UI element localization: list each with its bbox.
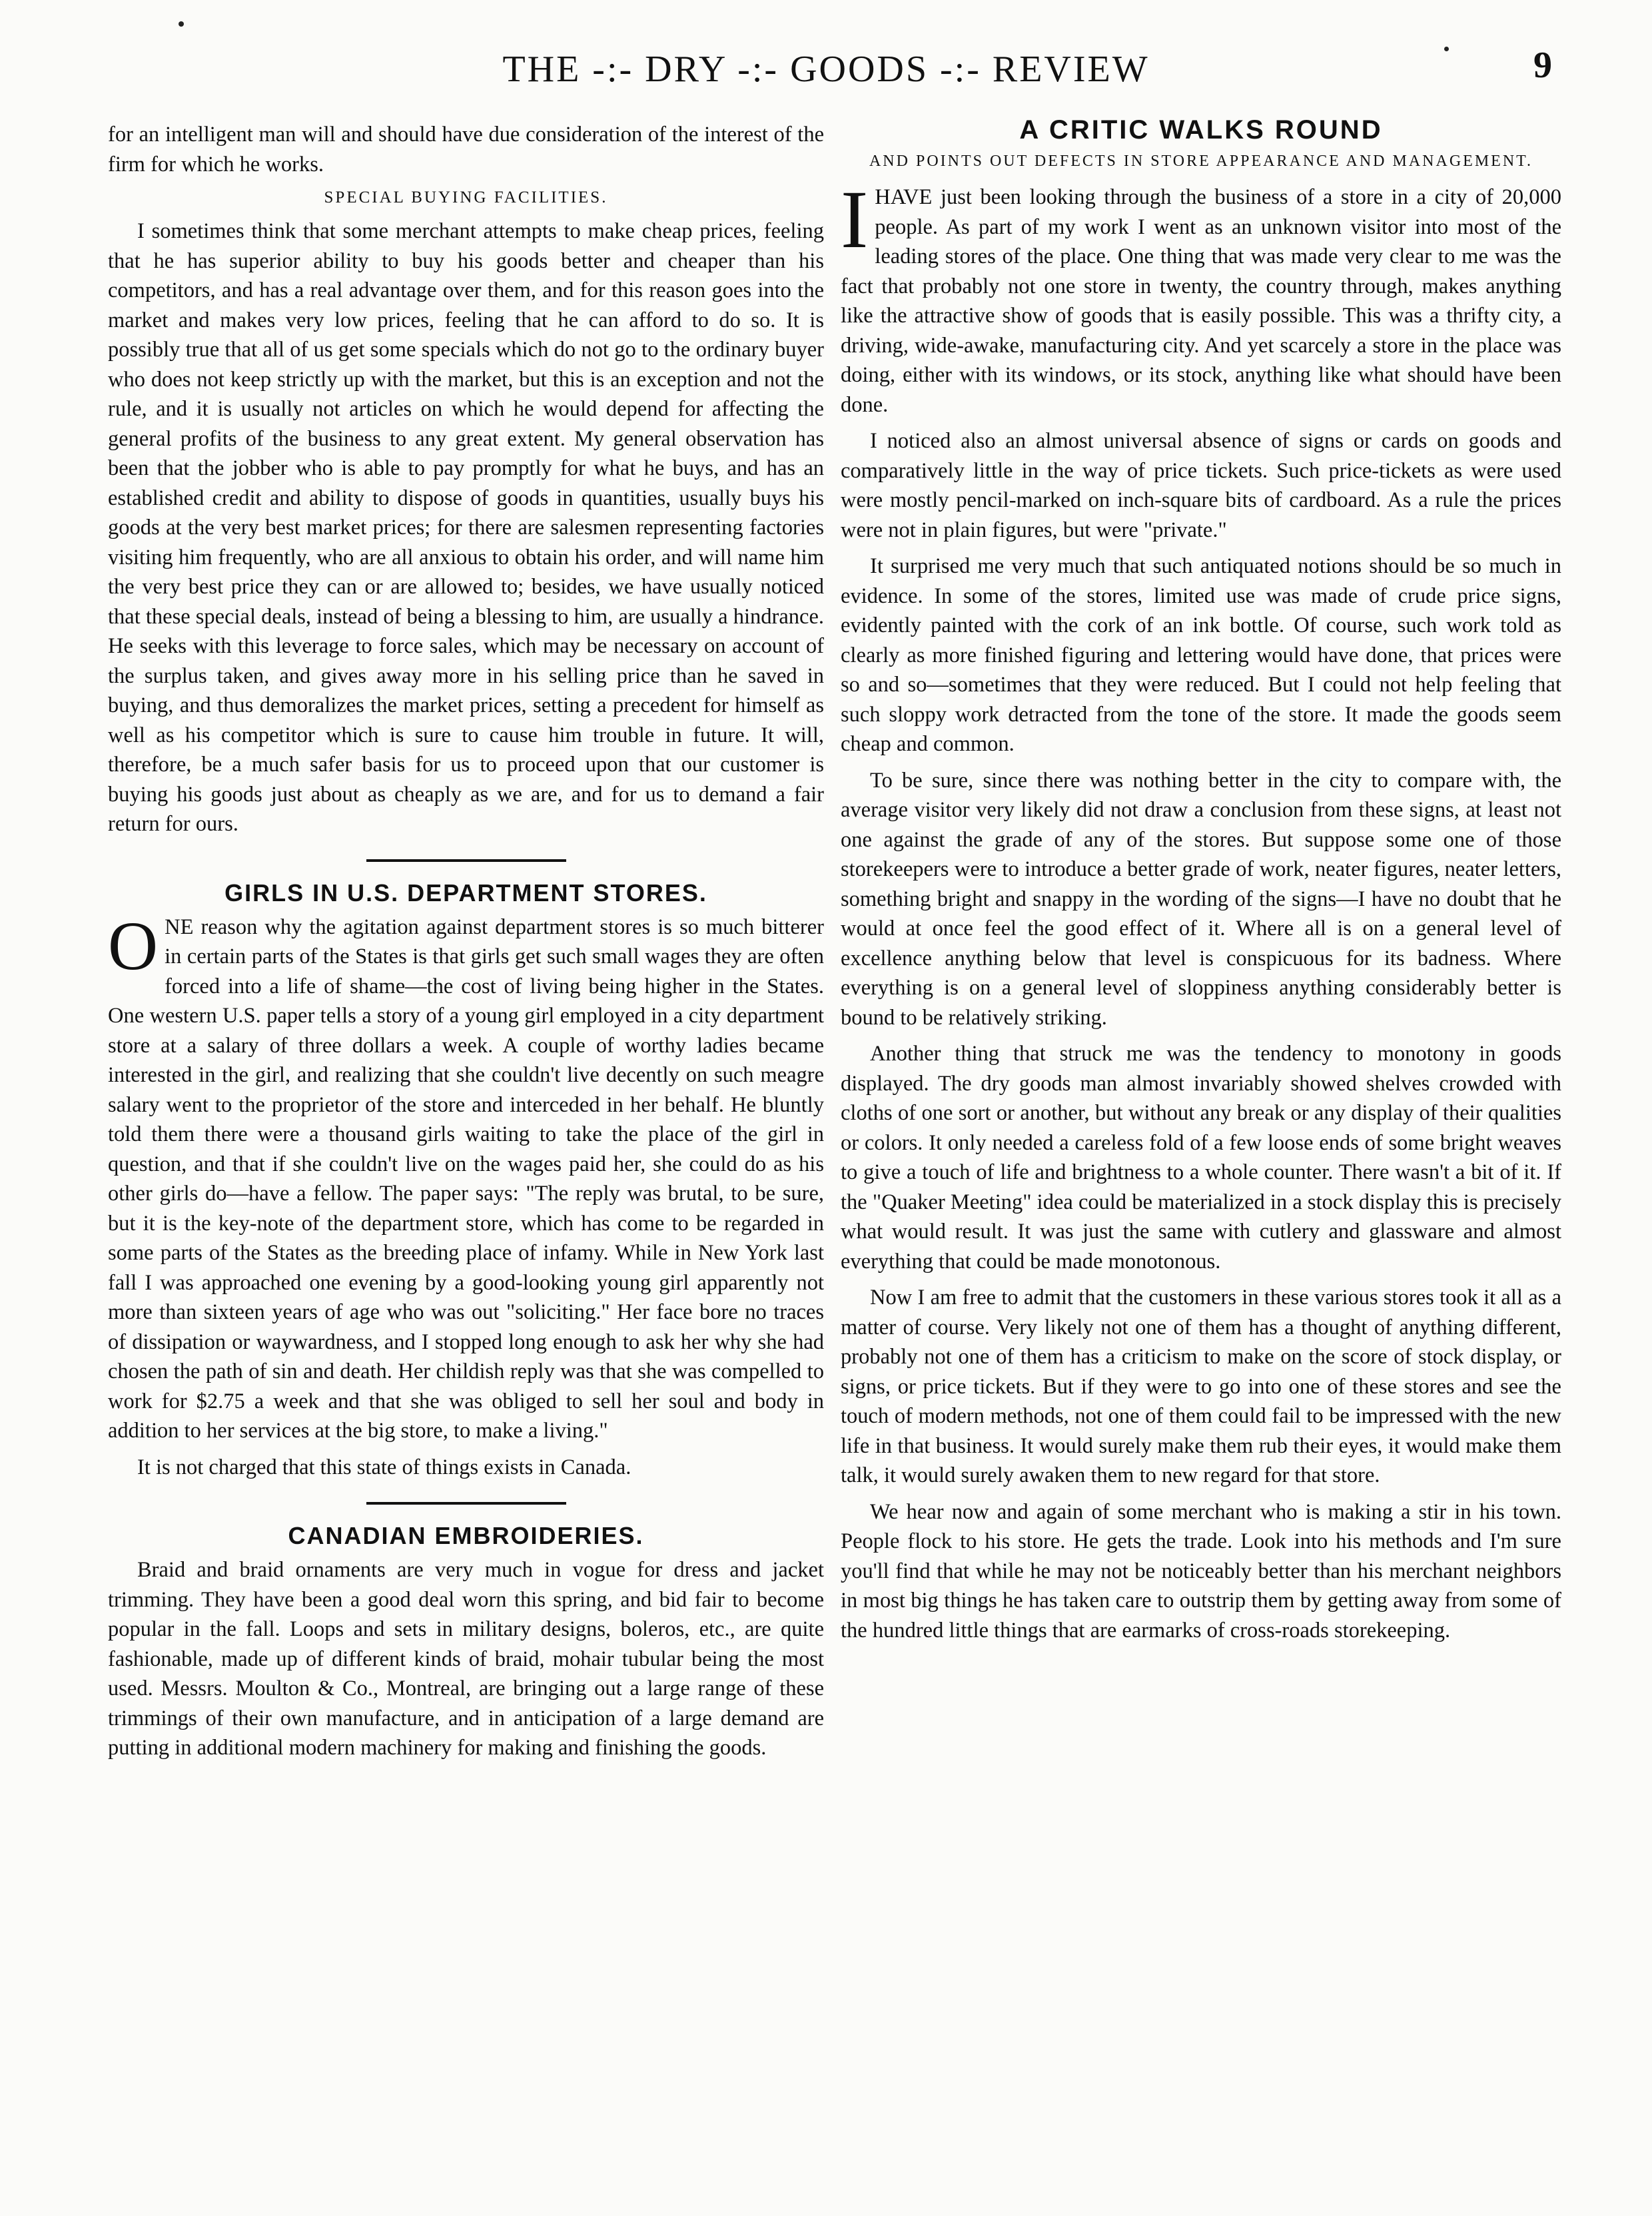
page-number: 9	[1533, 45, 1552, 86]
article-title-embroideries: CANADIAN EMBROIDERIES.	[288, 1522, 644, 1549]
body-paragraph: To be sure, since there was nothing better in the city to compare with, the average visitor very likely did not draw a conclusion from these signs, at least not one against the grade of any of the stores. But suppose some one of those storekeepers were to introduce a better grade of work, neater figures, neater letters, something bright and snappy in the wording of the signs—I have no doubt that he would at once feel the good effect of it. Where all is on a general level of excellence anything below that level is conspicuous for its badness. Where everything is on a general level of sloppiness anything considerably better is bound to be relatively striking.	[841, 768, 1561, 1030]
paragraph-text: NE reason why the agitation against department stores is so much bitterer in certain parts of the States is that girls get such small wages they are often forced into a life of shame—the cost of living being higher in the States. One western U.S. paper tells a story of a young girl employed in a city department store at a salary of three dollars a week. A couple of worthy ladies became interested in the girl, and realizing that she couldn't live decently on such meagre salary went to the proprietor of the store and interceded in her behalf. He bluntly told them there were a thousand girls waiting to take the place of the girl in question, and that if she couldn't live on the wages paid her, she could do as his other girls do—have a fellow. The paper says: "The reply was brutal, to be sure, but it is the key-note of the department store, which has come to be regarded in some parts of the States as the breeding place of infamy. While in New York last fall I was approached one evening by a good-looking young girl apparently not more than sixteen years of age who was out "soliciting." Her face bore no traces of dissipation or waywardness, and I stopped long enough to ask her why she had chosen the path of sin and death. Her childish reply was that she was compelled to work for $2.75 a week and that she was obliged to sell her soul and body in addition to her services at the big store, to make a living."	[108, 915, 824, 1443]
paragraph-text: HAVE just been looking through the business of a store in a city of 20,000 people. As part of my work I went as an unknown visitor into most of the leading stores of the place. One thing that was made very clear to me was the fact that probably not one store in twenty, the country through, makes anything like the attractive show of goods that is easily possible. This was a thrifty city, a driving, wide-awake, manufacturing city. And yet scarcely a store in the place was doing, either with its windows, or its stock, anything like what should have been done.	[841, 185, 1561, 417]
continued-text: for an intelligent man will and should have due consideration of the interest of the firm for which he works.	[108, 123, 824, 177]
body-paragraph: Braid and braid ornaments are very much in vogue for dress and jacket trimming. They have been a good deal worn this spring, and bid fair to become popular in the fall. Loops and sets in military designs, boleros, etc., are quite fashionable, made up of different kinds of braid, mohair tubular being the most used. Messrs. Moulton & Co., Montreal, are bringing out a large range of these trimmings of their own manufacture, and in anticipation of a large demand are putting in additional modern machinery for making and finishing the goods.	[108, 1558, 824, 1760]
body-paragraph	[841, 174, 1561, 420]
body-paragraph: Now I am free to admit that the customers in these various stores took it all as a matter of course. Very likely not one of them has a thought of anything different, probably not one of them has a criticism to make on the score of stock display, or signs, or price tickets. But if they were to go into one of these stores and see the touch of modern methods, not one of them could fail to be impressed with the new life in that business. It would surely make them rub their eyes, it would make them talk, it would surely awaken them to new regard for that store.	[841, 1286, 1561, 1487]
body-paragraph: Another thing that struck me was the tendency to monotony in goods displayed. The dry goods man almost invariably showed shelves crowded with cloths of one sort or another, but without any break or any display of their qualities or colors. It only needed a careless fold of a few loose ends of some bright weaves to give a touch of life and brightness to a whole counter. There wasn't a bit of it. If the "Quaker Meeting" idea could be materialized in a stock display this is precisely what would result. It was just the same with cutlery and glassware and almost everything that could be made monotonous.	[841, 1042, 1561, 1274]
print-speck	[179, 21, 184, 27]
drop-cap: O	[108, 907, 159, 984]
page-header-title: THE -:- DRY -:- GOODS -:- REVIEW	[502, 49, 1150, 90]
section-subheading: SPECIAL BUYING FACILITIES.	[324, 188, 608, 206]
body-paragraph: It is not charged that this state of things exists in Canada.	[137, 1455, 631, 1479]
body-paragraph: We hear now and again of some merchant who is making a stir in his town. People flock to his store. He gets the trade. Look into his methods and I'm sure you'll find that while he may not be noticeably better than his merchant neighbors in most big things he has taken care to outstrip them by getting away from some of the hundred little things that are earmarks of cross-roads storekeeping.	[841, 1499, 1561, 1643]
print-speck	[1444, 47, 1449, 51]
right-column	[841, 120, 1561, 2176]
section-divider	[366, 859, 566, 862]
article-title-critic: A CRITIC WALKS ROUND	[1019, 120, 1383, 145]
body-paragraph: I sometimes think that some merchant attempts to make cheap prices, feeling that he has superior ability to buy his goods better and cheaper than his competitors, and has a real advantage over them, and for this reason goes into the market and makes very low prices, feeling that he can afford to do so. It is possibly true that all of us get some specials which do not go to the ordinary buyer who does not keep strictly up with the market, but this is an exception and not the rule, and it is usually not articles on which he would depend for affecting the general profits of the business to any great extent. My general observation has been that the jobber who is able to pay promptly for what he buys, and has an established credit and ability to dispose of goods in quantities, usually buys his goods at the very best market prices; for there are salesmen representing factories visiting him frequently, who are all anxious to obtain his order, and will name him the very best price they can or are allowed to; besides, we have usually noticed that these special deals, instead of being a blessing to him, are usually a hindrance. He seeks with this leverage to force sales, which may be necessary on account of the surplus taken, and gives away more in his selling price than he saved in buying, and thus demoralizes the market prices, setting a precedent for himself as well as his competitor which is sure to cause him trouble in future. It will, therefore, be a much safer basis for us to proceed upon that our customer is buying his goods just about as cheaply as we are, and for us to demand a fair return for ours.	[108, 219, 824, 836]
section-divider	[366, 1502, 566, 1505]
article-deck: AND POINTS OUT DEFECTS IN STORE APPEARANCE AND MANAGEMENT.	[869, 153, 1533, 170]
left-column	[108, 120, 824, 2176]
body-paragraph: I noticed also an almost universal absence of signs or cards on goods and comparatively little in the way of price tickets. Such price-tickets as were used were mostly pencil-marked on inch-square bits of cardboard. As a rule the prices were not in plain figures, but were "private."	[841, 429, 1561, 542]
article-title-girls: GIRLS IN U.S. DEPARTMENT STORES.	[224, 879, 707, 907]
body-paragraph: It surprised me very much that such antiquated notions should be so much in evidence. In some of the stores, limited use was made of crude price signs, evidently painted with the cork of an ink bottle. Of course, such work told as clearly as more finished figuring and lettering would have done, that prices were so and so—sometimes that they were reduced. But I could not help feeling that such sloppy work detracted from the tone of the store. It made the goods seem cheap and common.	[841, 554, 1561, 756]
drop-cap: I	[841, 174, 869, 265]
body-paragraph	[108, 907, 824, 1446]
